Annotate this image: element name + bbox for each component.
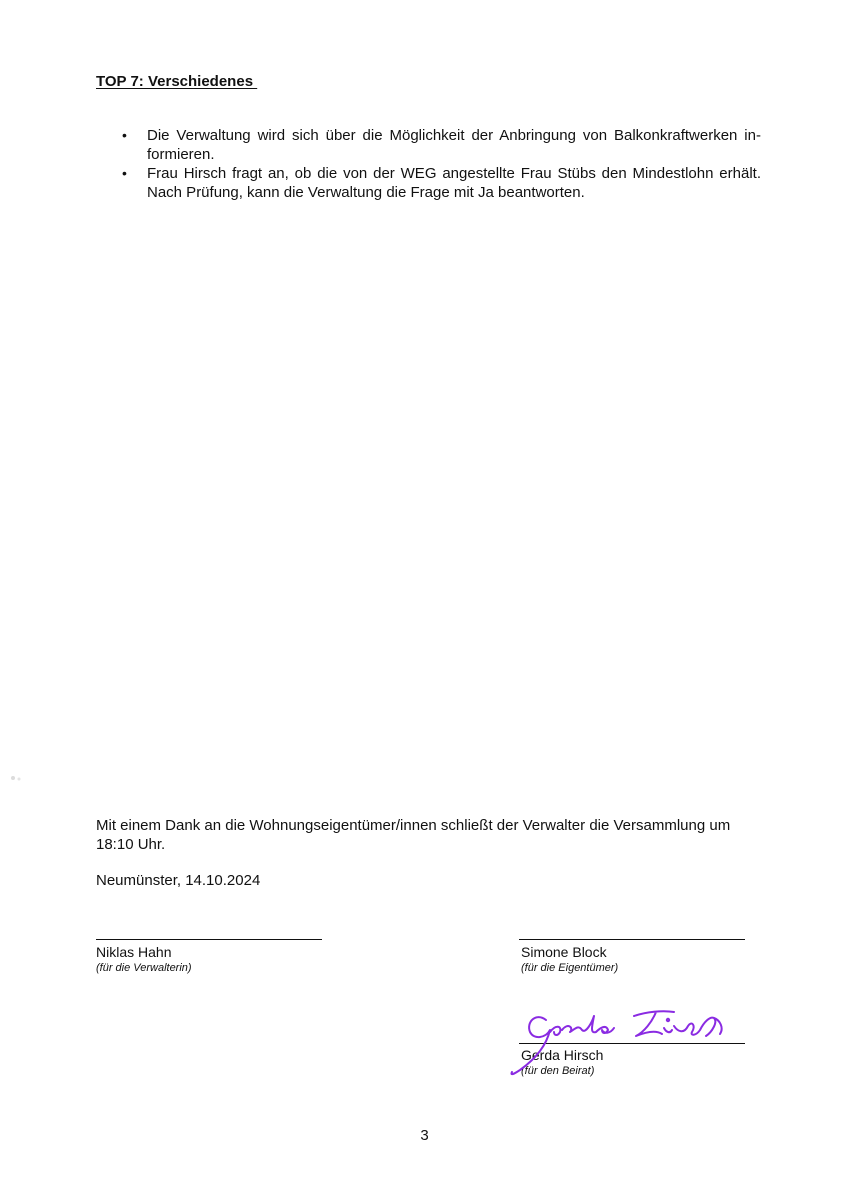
signatory-role-owners: (für die Eigentümer): [521, 962, 619, 974]
signature-line-owners: [519, 939, 745, 940]
list-item-text: Frau Hirsch fragt an, ob die von der WEG angestellte Frau Stübs den Mindestlohn erhält. Nach Prüfung, kann die Verwaltung die Frage mit Ja beantworten.: [147, 165, 761, 201]
agenda-item-list: [96, 126, 761, 202]
list-item-text: Die Verwaltung wird sich über die Möglichkeit der Anbringung von Balkonkraftwerken informieren.: [147, 127, 761, 163]
signature-stroke: [511, 1017, 550, 1074]
signature-stroke: [667, 1019, 669, 1021]
signatory-name-owners: Simone Block: [521, 944, 607, 960]
bullet-icon: •: [122, 165, 127, 181]
signatory-name-board: Gerda Hirsch: [521, 1047, 604, 1063]
section-heading: TOP 7: Verschiedenes: [96, 73, 258, 90]
signatory-role-manager: (für die Verwalterin): [96, 962, 192, 974]
signature-strokes: [511, 1011, 721, 1074]
signatory-name-manager: Niklas Hahn: [96, 944, 172, 960]
scan-smudge-icon: [10, 774, 24, 782]
closing-statement: Mit einem Dank an die Wohnungseigentümer/innen schließt der Verwalter die Versammlung um 18:10 Uhr.: [96, 817, 731, 853]
signatory-role-board: (für den Beirat): [521, 1065, 595, 1077]
signature-line-manager: [96, 939, 322, 940]
signature-stroke: [550, 1016, 614, 1035]
place-and-date: Neumünster, 14.10.2024: [96, 872, 261, 889]
bullet-icon: •: [122, 127, 127, 143]
signature-stroke: [664, 1018, 722, 1036]
handwritten-signature-icon: [506, 1002, 736, 1080]
page-number: 3: [420, 1127, 429, 1144]
list-item: [96, 126, 761, 164]
list-item: [96, 164, 761, 202]
